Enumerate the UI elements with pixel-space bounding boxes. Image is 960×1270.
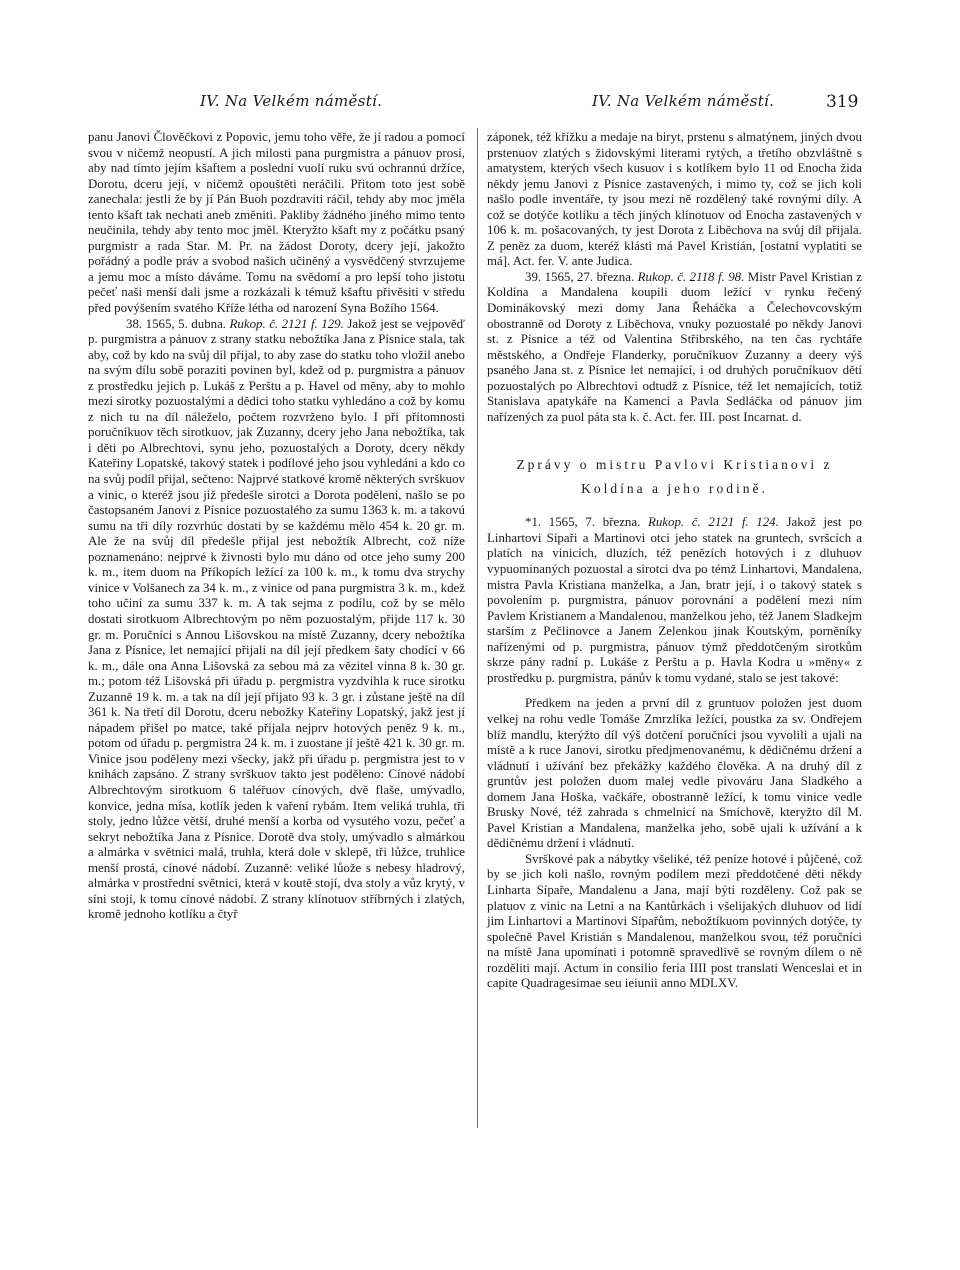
entry-38-manuscript-ref: Rukop. č. 2121 f. 129. [229,316,344,331]
entry-1-text: Jakož jest po Linhartovi Sípaři a Martinovi otci jeho statek na gruntech, svršcích a platích na vinicích, dluzích, též penězích hotových i z dluhuov vypuominaných pozuostal a sirotci dva po témž Linhartovi, Mandalena, mistra Pavla Kristiana manželka, a Jan, bratr její, i o takový statek s povolením p. purgmistra, pánuov porovnání a podělení mezi ním Pavlem Kristianem a Mandalenou, manželkou jeho, též Janem Sladkejm starším z Pečlinovce a Janem Zelenkou jinak Koutským, porněníky nařízenými od p. purgmistra, pánuov týmž předdotčeným sirotkům skrze pány radní p. Lukáše z Perštu a p. Havla Kodra u »měny« z prostředku p. purgmistra, pánův k tomu vydané, stalo se jest takové: [487,515,862,685]
right-column [487,130,862,992]
entry-39-number-date: 39. 1565, 27. března. [525,269,635,284]
paragraph-first-part: Předkem na jeden a první díl z gruntuov položen jest duom velkej na rohu vedle Tomáše Zmrzlíka ležící, poustka za sv. Ondřejem blíž mandlu, kterýžto díl výš dotčení poručníci jsou vyvolili a ujali na místě a k ruce Janovi, sirotku předjmenovanému, k dědičnému držení a vládnutí i užívání bez překážky každého člověka. A na druhý díl z gruntův jest položen duom malej vedle pivováru Jana Sladkého a domem Jana Hoška, vačkáře, obostranně ležící, k tomu vinice vedle Brusky Nové, též zahrada s chmelnicí na Smíchově, kteryžto díl M. Pavel Kristian a Mandalena, manželka jeho, sobě ujali k užívání a k dědičnému držení i vládnutí. [487,696,862,851]
paragraph-movables: Svrškové pak a nábytky všeliké, též peníze hotové i půjčené, což by se jich koli našlo, rovným podílem mezi předdotčené děti někdy Linharta Sípaře, Mandalenu a Jana, mají býti rozděleny. Což pak se platuov z vinic na Letni a na Kantůrkách i všelijakých dluhuov od lidí jim Linhartovi a Martinovi Sípařům, nebožtíkuom povinných dotýče, ty společně Pavel Kristián s Mandalenou, manželkou svou, též poručníci na místě Jana upomínati i potomně spravedlivě se rovným dílem o ně rozděliti mají. Actum in consilio feria IIII post translati Wenceslai et in capite Quadragesimae seu ieiunii anno MDLXV. [487,851,862,991]
entry-1 [487,515,862,686]
section-title: Zprávy o mistru Pavlovi Kristianovi z Koldína a jeho rodině. [516,457,833,497]
running-head-right: IV. Na Velkém náměstí. [592,92,775,110]
paragraph-continued-testament: panu Janovi Člověčkovi z Popovic, jemu toho věře, že jí radou a pomocí svou v ničemž neopustí. A jich milosti pana purgmistra a pánuov prosí, aby nad tímto jejím kšaftem a poslední vuolí ruku svú ochrannú držíce, Dorotu, dceru její, v ničemž opouštěti neráčili. Přitom toto jest sobě zanechala: jestli že by jí Pán Buoh pozdraviti ráčil, tehdy aby moc jměla tento kšaft tak nechati aneb změniti. Pakliby žádného jiného mimo tento neučinila, tehdy aby tento moc jměl. Kteryžto kšaft my z počátku psaný purgmistr a rada Star. M. Pr. na žádost Doroty, dcery její, jakožto pořádný a podle práv a svobod našich učiněný a vysvědčený stvrzujeme a jemu moc a místo dáváme. Tomu na svědomí a pro lepší toho jistotu pečeť naši menší dali jsme a rozkázali k témuž kšaftu přivěsiti v středu před povýšením svatého Kříže létha od narození Syna Božího 1564. [88,130,465,316]
entry-39-text: Mistr Pavel Kristian z Koldína a Mandalena koupili duom ležící v rynku řečený Dominákovský mezi domy Jana Řeháčka a Čelechovcovským obostranně od Doroty z Liběchova, vnuky pozuostalé po někdy Janovi st. z Písnice a též od Valentina Střibrského, na ten čas rychtáře městského, a Ondřeje Flanderky, poručníkuov Zuzanny a deery výš psaného Jana st. z Písnice let nemající, i od druhých poručníkuov dětí pozuostalých po Albrechtovi odtudž z Písnice, též let nemajících, totiž Stanislava apatykáře na Kamenci a Pavla Sedláčka od pánuov jim nařízených za puol páta sta k. č. Act. fer. III. post Incarnat. d. [487,269,862,424]
entry-38 [88,317,465,923]
entry-39-manuscript-ref: Rukop. č. 2118 f. 98. [637,269,745,284]
entry-38-text: Jakož jest se vejpověď p. purgmistra a pánuov z strany statku nebožtíka Jana z Písnice stala, tak aby, což by kdo na svůj díl přijal, to aby zase do statku toho vložil anebo na svým dílu sobě poraziti povinen byl, kdež od p. purgmistra a pánuov z prostředku jejich p. Lukáš z Perštu a p. Havel od měny, aby to mohlo mezi sirotky pozuostalými a dědici toho statku vyhledáno a což by komu z nich tu na díl náleželo, počtem rozvrženo bylo. I při přítomnosti poručníkuov těch sirotkuov, jak Zuzanny, dcery jeho Jana nebožtíka, tak i děti po Albrechtovi, synu jeho, pozuostalých a Doroty, dcery někdy Kateřiny Lopatské, takový statek i podílové jeho jsou vyhledáni a kdo co na svůj podíl přijal, sečteno: Najprvé statkové kromě některých svrškuov a vinic, o kteréž jsou již předešle sirotci a Dorota poděleni, našlo se po častopsaném Janovi z Písnice pozuostalého za sumu 1363 k. m. a takovú sumu na tři díly rozvrhúc dostati by se každému mělo 454 k. 20 gr. m. Ale že na svůj díl předešle přijal jest nebožtík Albrecht, což níže poznamenáno: nejprvé k živnosti bylo mu dáno od otce jeho sumy 200 k. m., item duom na Příkopích ležící za 100 k. m., k tomu dva strychy vinice v Volšanech za 34 k. m., z vinice od pana purgmistra 3 k. m., kdež toho učiní za sumu 337 k. m. A tak sejma z podílu, což by se mělo dostati sirotkuom Albrechtovým po něm pozuostalým, přijde 117 k. 30 gr. m. Poručníci s Annou Lišovskou na místě Zuzanny, dcery nebožtíka Jana z Písnice, let nemající přijali na díl její předkem šaty chodící v 66 k. m., dále ona Anna Lišovská za sebou má za vězitel vinna 8 k. 30 gr. m.; potom též Lišovská při úřadu p. pergmistra vyzdvihla k ruce sirotku Zuzanně 19 k. m. a tak na díl její přijato 93 k. 3 gr. i zůstane ještě na díl 361 k. Na třetí díl Dorotu, dceru nebožky Kateřiny Lopatský, jakž jest jí nápadem přišel po matce, také přijala nejprv hotových peněz 9 k. m., potom od úřadu p. pergmistra 24 k. m. i zuostane jí ještě 421 k. 30 gr. m. Vinice jsou poděleny mezi všecky, jakž při úřadu p. pergmistra jest to v knihách zapsáno. Z strany svrškuov takto jest poděleno: Cínové nádobí Albrechtovým sirotkuom 6 taléřuov cínových, dvě flaše, umývadlo, konvice, jedna mísa, kotlík jeden k vaření rybám. Item veliká truhla, tři stoly, jedno lůžce větší, druhé menší a korba od vysutého vozu, pečeť a sekryt nebožtíka Jana z Písnice. Dorotě dva stoly, umývadlo s almárkou a almárka v světnici malá, truhla, která dole v sklepě, tři lůžce, truhlice menší prostá, cínové nádobí. Zuzanně: veliké lůože s nebesy hladrový, almárka v prostřední světnici, která v koutě stojí, dva stoly a vůz krytý, v síni stojí, k tomu cínové nádobí. Z strany klínotuov stříbrných i zlatých, kromě jednoho kotlíku a čtyř [88,316,465,922]
paragraph-continued-jewels: záponek, též křížku a medaje na biryt, prstenu s almatýnem, jiných dvou prstenuov zlatých s židovskými literami rytých, a třetího obzvláštně s amatystem, kterých všech kusuov i s kotlíkem bylo 11 od Enocha žida někdy jemu Janovi z Písnice zastavených, i mimo ty, což se jich koli našlo podle inventáře, ty jsou mezi ně rozdělený také rovnými díly. A což se dotýče kotlíku a těch jiných klínotuov od Enocha zastavených v 106 k. m. pošacovaných, ty jest Dorota z Liběchova na svůj díl přijala. Z peněz za duom, kteréž klásti má Pavel Kristián, [ostatní vyplatiti se má]. Act. fer. V. ante Judica. [487,130,862,269]
entry-1-manuscript-ref: Rukop. č. 2121 f. 124. [647,515,779,530]
page-number: 319 [826,92,859,112]
entry-39 [487,270,862,425]
entry-1-number-date: *1. 1565, 7. března. [525,515,641,530]
running-head-left: IV. Na Velkém náměstí. [200,92,383,110]
column-divider [477,128,478,1128]
entry-38-number-date: 38. 1565, 5. dubna. [126,316,227,331]
left-column [88,130,465,923]
